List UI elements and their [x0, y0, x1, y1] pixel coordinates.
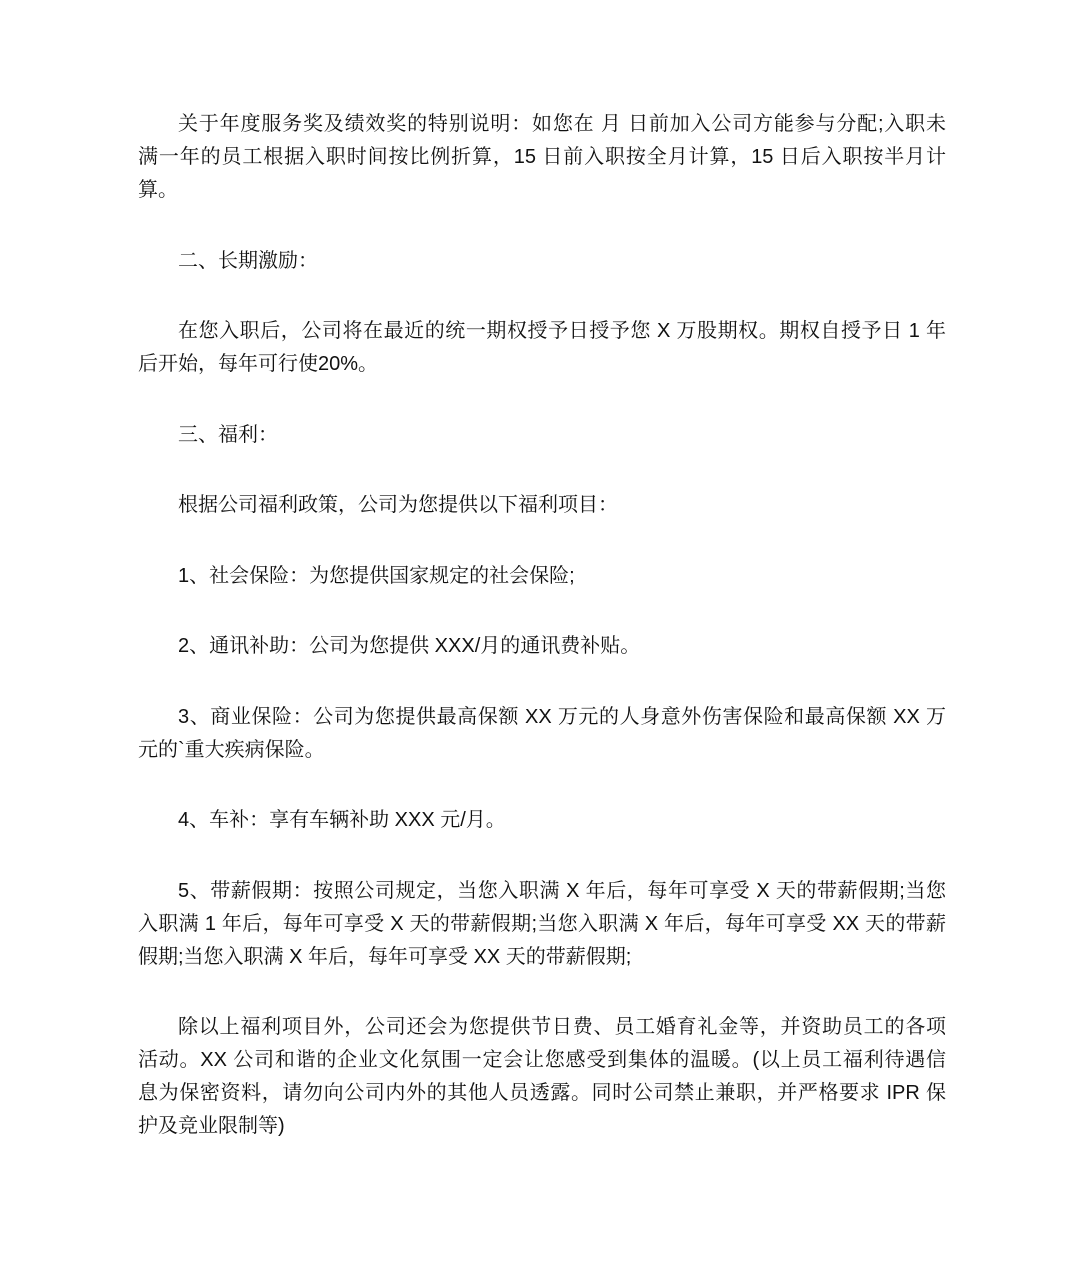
text-line: 假期;当您入职满 X 年后，每年可享受 XX 天的带薪假期; — [138, 945, 632, 968]
text-line: 3、商业保险：公司为您提供最高保额 XX 万元的人身意外伤害保险和最高保额 XX 万 — [178, 705, 946, 728]
text-line: 入职满 1 年后，每年可享受 X 天的带薪假期;当您入职满 X 年后，每年可享受 XX 天的带薪 — [138, 912, 946, 935]
text-line: 护及竞业限制等) — [138, 1115, 285, 1137]
text-line: 4、车补：享有车辆补助 XXX 元/月。 — [178, 809, 506, 831]
bonus-note-paragraph — [138, 108, 946, 207]
text-line: 满一年的员工根据入职时间按比例折算，15 日前入职按全月计算，15 日后入职按半月计 — [138, 146, 946, 168]
section-heading-long-term-incentive — [138, 245, 946, 278]
text-line: 1、社会保险：为您提供国家规定的社会保险; — [178, 564, 575, 587]
benefit-item-car-subsidy — [138, 804, 946, 837]
text-line: 除以上福利项目外，公司还会为您提供节日费、员工婚育礼金等，并资助员工的各项 — [178, 1016, 946, 1038]
text-line: 5、带薪假期：按照公司规定，当您入职满 X 年后，每年可享受 X 天的带薪假期;当您 — [178, 879, 946, 902]
stock-option-paragraph — [138, 315, 946, 381]
text-line: 息为保密资料，请勿向公司内外的其他人员透露。同时公司禁止兼职，并严格要求 IPR 保 — [138, 1082, 946, 1104]
text-line: 活动。XX 公司和谐的企业文化氛围一定会让您感受到集体的温暖。(以上员工福利待遇信 — [138, 1049, 946, 1071]
text-line: 2、通讯补助：公司为您提供 XXX/月的通讯费补贴。 — [178, 635, 641, 657]
benefits-closing-paragraph — [138, 1011, 946, 1143]
text-line: 元的`重大疾病保险。 — [138, 738, 325, 761]
text-line: 关于年度服务奖及绩效奖的特别说明：如您在 月 日前加入公司方能参与分配;入职未 — [178, 113, 946, 135]
benefit-item-paid-leave — [138, 875, 946, 974]
benefit-item-social-insurance — [138, 560, 946, 593]
text-line: 二、长期激励： — [178, 249, 318, 272]
section-heading-benefits — [138, 419, 946, 452]
benefit-item-commercial-insurance — [138, 701, 946, 767]
text-line: 三、福利： — [178, 423, 278, 446]
benefits-intro-paragraph — [138, 489, 946, 522]
text-line: 算。 — [138, 179, 178, 201]
benefit-item-communication-subsidy — [138, 630, 946, 663]
document-page — [138, 108, 946, 1181]
text-line: 根据公司福利政策，公司为您提供以下福利项目： — [178, 494, 618, 516]
text-line: 后开始，每年可行使20%。 — [138, 353, 379, 375]
text-line: 在您入职后，公司将在最近的统一期权授予日授予您 X 万股期权。期权自授予日 1 年 — [178, 320, 946, 342]
